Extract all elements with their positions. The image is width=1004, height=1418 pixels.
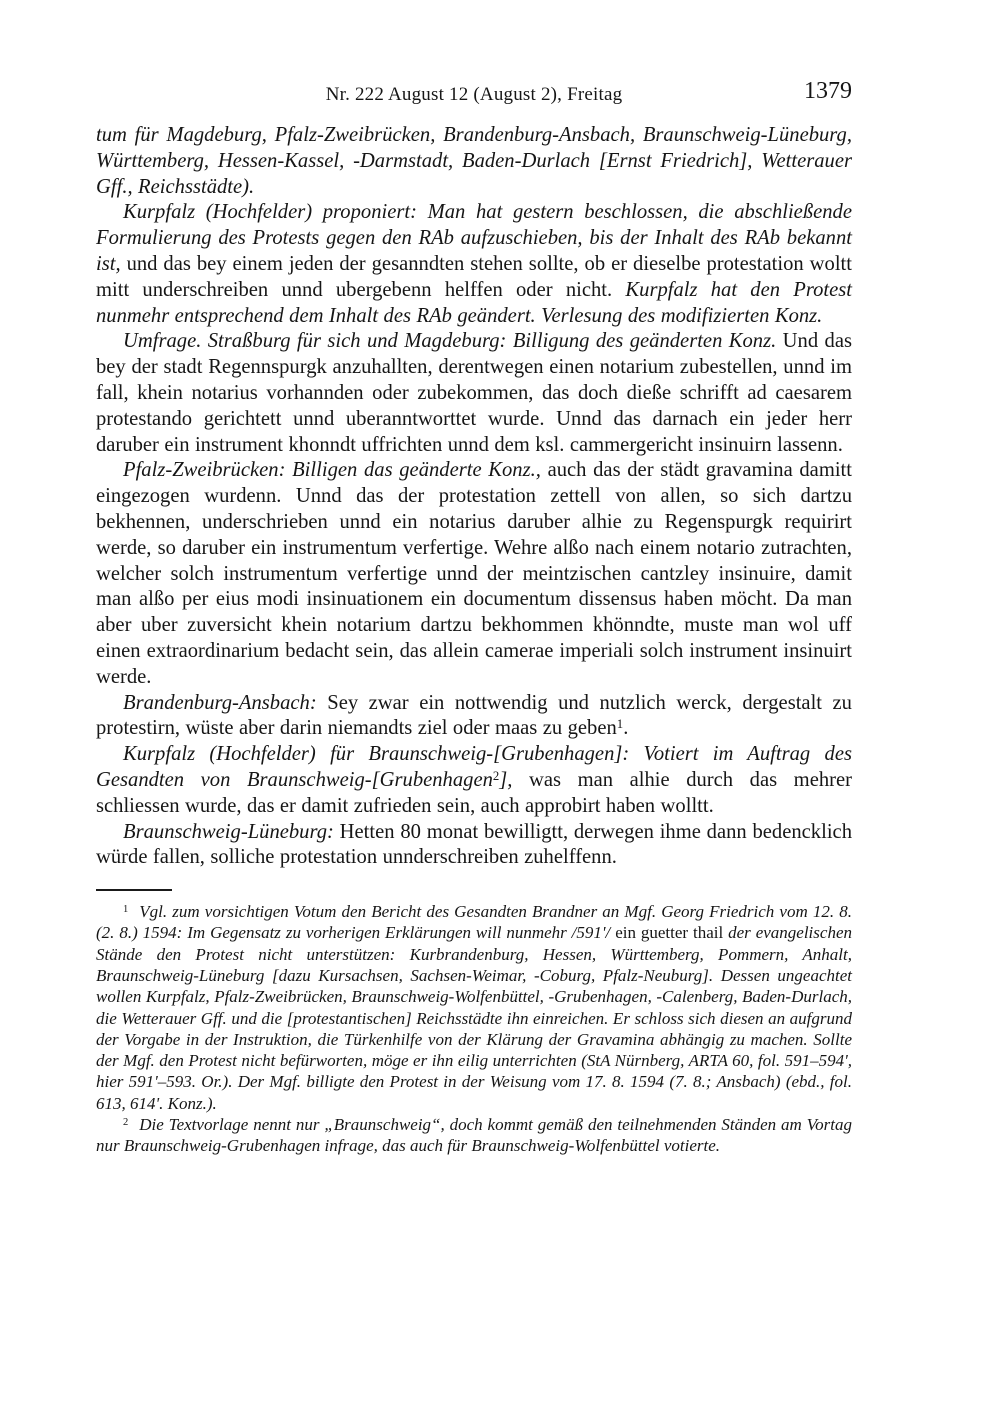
footnote-2 [96,1114,852,1157]
text-run: Sey zwar ein nottwendig und nutzlich werck, dergestalt zu protestirn, wüste aber darin niemandts ziel oder maas zu geben [96,691,852,740]
footnotes [96,901,852,1157]
body-paragraph-1 [96,123,852,200]
footnote-marker-1: 1 [123,904,129,916]
text-run: ], [499,768,530,791]
body-paragraph-2 [96,200,852,329]
text-run: was man alhie durch das mehrer schliessen wurde, das er damit zufrieden sein, auch approbirt haben wolltt. [96,768,852,817]
text-run: auch das der städt gravamina damitt eingezogen wurdenn. Unnd das der protestation zettell von allen, so sich dartzu bekhennen, underschrieben unnd ein notarius daruber alhie zu Regenspurgk requirirt werde, so daruber ein instrumentum verfertige. Wehre alßo nach einem notario zutrachten, welcher solch instrumentum verfertige unnd der meintzischen cantzley insinuire, damit man alßo per eius modi insinuationem ein documentum dissensus haben möcht. Da man aber uber zuversicht khein notarium dartzu bekhommen khönndte, muste man wol uff einen extraordinarium bedacht sein, das allein camerae imperiali solch instrument insinuirt werde. [96,459,853,688]
text-run: . [623,717,629,740]
page-number: 1379 [804,78,852,104]
text-run: und das bey einem jeden der gesanndten stehen sollte, ob er dieselbe protestation woltt mitt underschreiben unnd ubergebenn helffen oder nicht. [96,252,852,301]
text-run: Vgl. zum vorsichtigen Votum den Bericht des Gesandten Brandner an Mgf. Georg Friedrich vom 12. 8. (2. 8.) 1594: Im Gegensatz zu vorherigen Erklärungen will nunmehr /591'/ [96,902,852,943]
body-paragraph-4 [96,458,852,690]
footnote-ref: 1 [616,717,624,732]
footnote-separator [96,889,172,891]
footnote-1 [96,901,852,1114]
text-run: tum für Magdeburg, Pfalz-Zweibrücken, Brandenburg-Ansbach, Braunschweig-Lüneburg, Württemberg, Hessen-Kassel, -Darmstadt, Baden-Durlach [Ernst Friedrich], Wetterauer Gff., Reichsstädte). [96,124,852,198]
body-paragraph-3 [96,329,852,458]
text-run: Braunschweig-Lüneburg: [123,820,340,843]
body-paragraph-5 [96,691,852,743]
page-header [96,78,852,106]
body-paragraph-6 [96,742,852,819]
main-text [96,123,852,871]
text-run: der evangelischen Stände den Protest nicht unterstützen: Kurbrandenburg, Hessen, Württemberg, Pommern, Anhalt, Braunschweig-Lüneburg [dazu Kursachsen, Sachsen-Weimar, -Coburg, Pfalz-Neuburg]. Dessen ungeachtet wollen Kurpfalz, Pfalz-Zweibrücken, Braunschweig-Wolfenbüttel, -Grubenhagen, -Calenberg, Baden-Durlach, die Wetterauer Gff. und die [protestantischen] Reichsstädte ihn einreichen. Er schloss sich diesen an aufgrund der Vorgabe in der Instruktion, die Türkenhilfe von der Klärung der Gravamina abhängig zu machen. Sollte der Mgf. den Protest nicht befürworten, möge er ihn eilig unterrichten (StA Nürnberg, ARTA 60, fol. 591–594', hier 591'–593. Or.). Der Mgf. billigte den Protest in der Weisung vom 17. 8. 1594 (7. 8.; Ansbach) (ebd., fol. 613, 614'. Konz.). [96,923,852,1113]
text-run: Und das bey der stadt Regennspurgk anzuhallten, derentwegen einen notarium zubestellen, unnd im fall, khein notarius vorhannden oder zubekommen, das doch dieße schrifft ad caesarem protestando gerichtett unnd uberanntworttet wurde. Unnd das darnach ein jeder herr daruber ein instrument khonndt uffrichten unnd dem ksl. cammergericht insinuirn lassenn. [96,330,852,456]
text-run: Kurpfalz hat den Protest nunmehr entsprechend dem Inhalt des RAb geändert. Verlesung des modifizierten Konz. [96,278,853,327]
footnote-text-1 [96,902,852,1113]
footnote-marker-2: 2 [123,1117,129,1129]
text-run: Kurpfalz (Hochfelder) proponiert: Man hat gestern beschlossen, die abschließende Formulierung des Protests gegen den RAb aufzuschieben, bis der Inhalt des RAb bekannt ist, [96,201,852,275]
footnote-text-2 [96,1115,852,1155]
text-run: ein guetter thail [615,923,729,943]
text-run: Kurpfalz (Hochfelder) für Braunschweig-[Grubenhagen]: Votiert im Auftrag des Gesandten von Braunschweig-[Grubenhagen [96,743,852,791]
text-run: Brandenburg-Ansbach: [123,691,328,714]
text-run: Umfrage. Straßburg für sich und Magdeburg: Billigung des geänderten Konz. [123,330,783,353]
text-run: Pfalz-Zweibrücken: Billigen das geänderte Konz., [123,459,548,482]
text-run: Die Textvorlage nennt nur „Braunschweig“, doch kommt gemäß den teilnehmenden Ständen am Vortag nur Braunschweig-Grubenhagen infrage, das auch für Braunschweig-Wolfenbüttel votierte. [96,1115,852,1156]
text-run: Hetten 80 monat bewilligtt, derwegen ihme dann bedencklich würde fallen, solliche protestation unnderschreiben zuhelffenn. [96,820,852,869]
running-head: Nr. 222 August 12 (August 2), Freitag [325,84,623,105]
body-paragraph-7 [96,820,852,872]
footnote-ref: 2 [492,768,500,783]
